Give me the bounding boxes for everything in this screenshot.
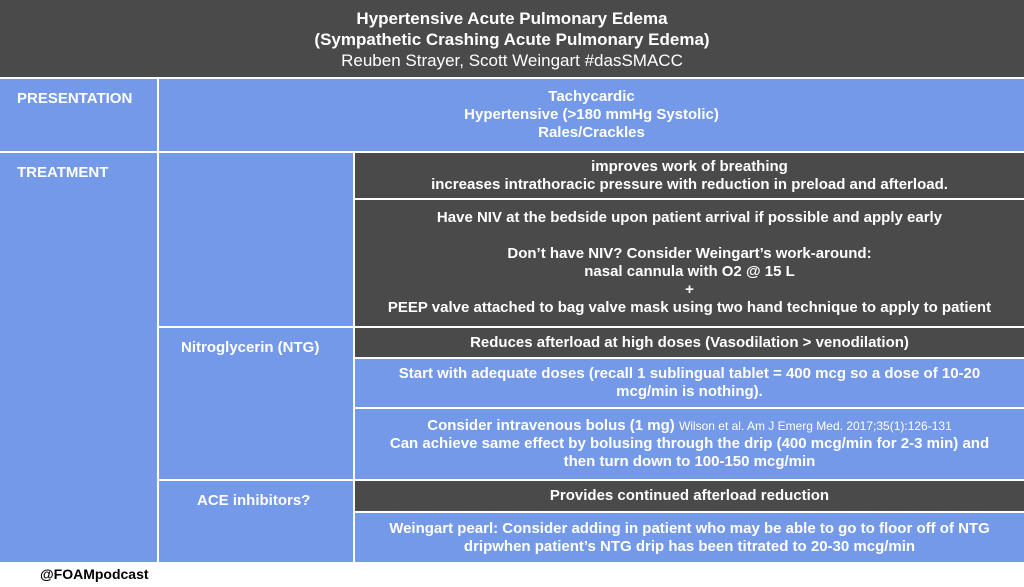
niv-instruction-line: Don’t have NIV? Consider Weingart’s work-around: bbox=[507, 245, 872, 262]
authors: Reuben Strayer, Scott Weingart #dasSMACC bbox=[341, 51, 683, 70]
niv-benefit-line: improves work of breathing bbox=[591, 157, 788, 175]
ntg-bolus bbox=[355, 409, 1024, 479]
podcast-handle: @FOAMpodcast bbox=[40, 566, 149, 582]
ace-afterload-text: Provides continued afterload reduction bbox=[549, 487, 830, 504]
niv-benefits bbox=[355, 153, 1024, 198]
presentation-label: PRESENTATION bbox=[0, 79, 157, 151]
presentation-line: Rales/Crackles bbox=[538, 124, 645, 141]
ntg-afterload-text: Reduces afterload at high doses (Vasodilation > venodilation) bbox=[470, 333, 909, 351]
presentation-line: Hypertensive (>180 mmHg Systolic) bbox=[464, 106, 719, 123]
niv-instruction-line: Have NIV at the bedside upon patient arrival if possible and apply early bbox=[436, 209, 943, 226]
page-subtitle: (Sympathetic Crashing Acute Pulmonary Edema) bbox=[314, 30, 710, 49]
ace-label: ACE inhibitors? bbox=[159, 481, 353, 562]
ntg-dosing-text: Start with adequate doses (recall 1 sublingual tablet = 400 mcg so a dose of 10-20 mcg/min is nothing). bbox=[398, 365, 981, 400]
presentation-content bbox=[159, 79, 1024, 151]
niv-instruction-line: nasal cannula with O2 @ 15 L bbox=[584, 263, 795, 280]
niv-label-cell bbox=[159, 153, 353, 326]
ntg-bolus-text: Can achieve same effect by bolusing through the drip (400 mcg/min for 2-3 min) and then turn down to 100-150 mcg/min bbox=[389, 435, 990, 470]
ace-pearl-text: Weingart pearl: Consider adding in patient who may be able to go to floor off of NTG dripwhen patient’s NTG drip has been titrated to 20-30 mcg/min bbox=[389, 519, 990, 555]
niv-benefit-line: increases intrathoracic pressure with reduction in preload and afterload. bbox=[431, 175, 948, 193]
ntg-afterload bbox=[355, 328, 1024, 357]
ntg-bolus-title: Consider intravenous bolus (1 mg) bbox=[427, 417, 675, 434]
ntg-label: Nitroglycerin (NTG) bbox=[159, 328, 353, 479]
ntg-dosing bbox=[355, 359, 1024, 407]
page-title: Hypertensive Acute Pulmonary Edema bbox=[356, 9, 668, 28]
presentation-line: Tachycardic bbox=[548, 88, 635, 105]
ace-pearl bbox=[355, 513, 1024, 562]
niv-instructions bbox=[355, 200, 1024, 326]
ace-afterload bbox=[355, 481, 1024, 511]
niv-instruction-line: + bbox=[685, 281, 694, 298]
citation: Wilson et al. Am J Emerg Med. 2017;35(1):126-131 bbox=[678, 419, 952, 433]
page-header bbox=[0, 0, 1024, 77]
niv-instruction-line: PEEP valve attached to bag valve mask using two hand technique to apply to patient bbox=[387, 299, 992, 316]
treatment-label: TREATMENT bbox=[0, 153, 157, 562]
